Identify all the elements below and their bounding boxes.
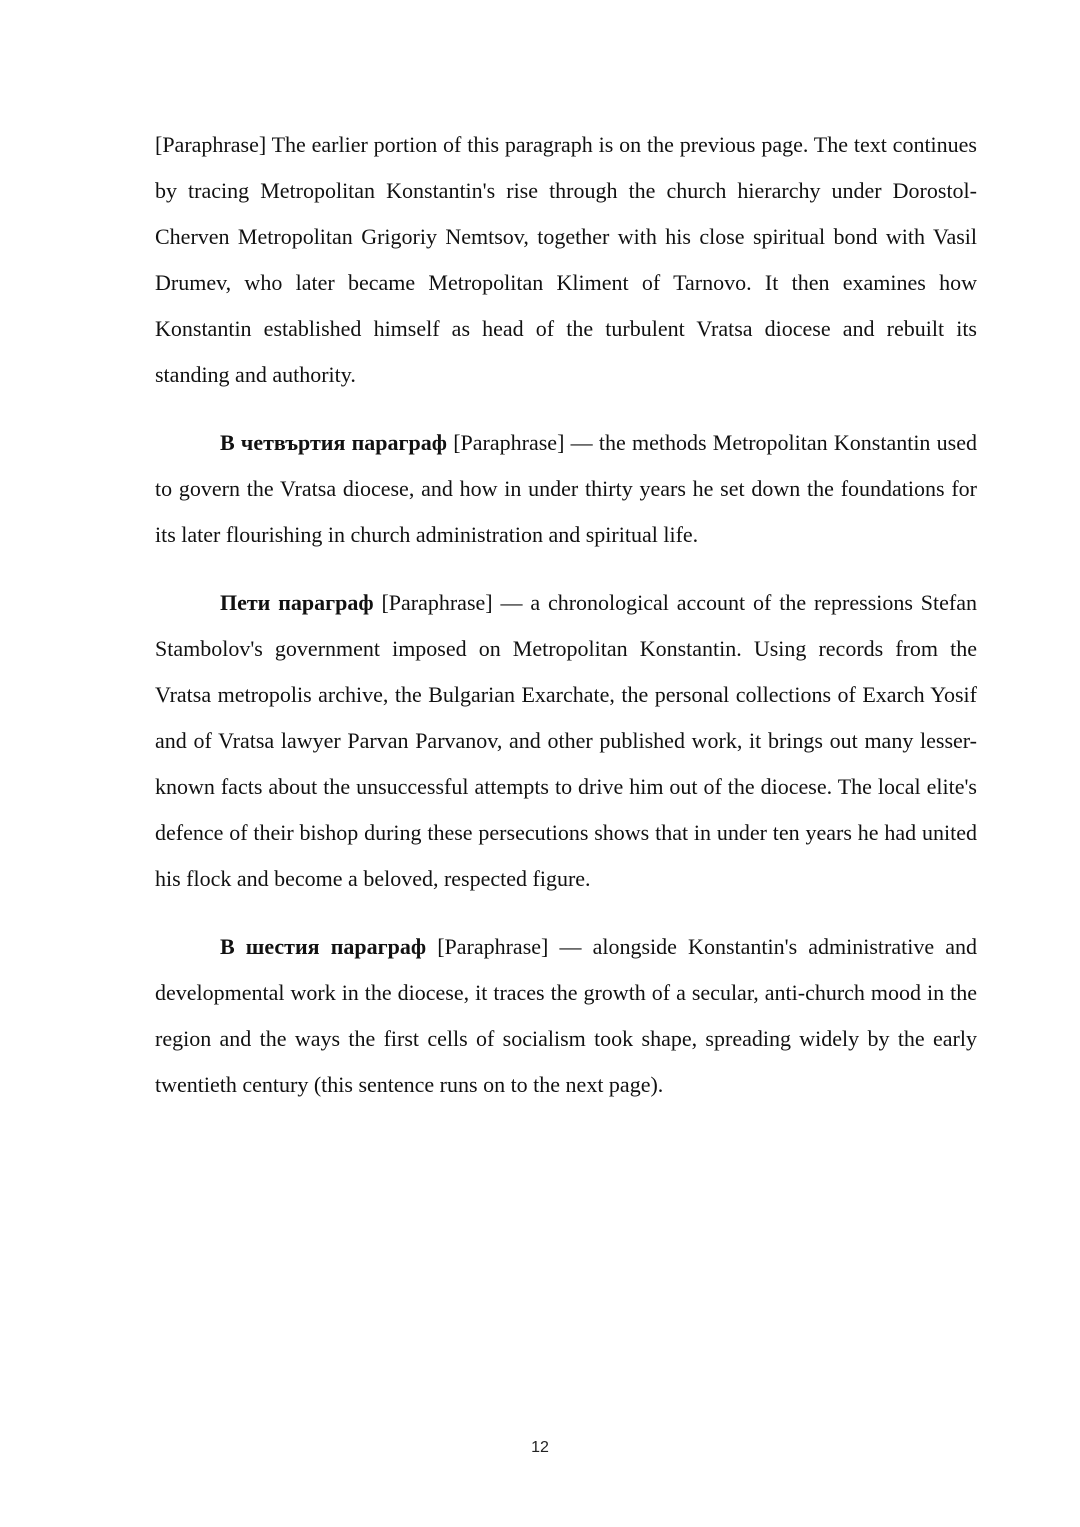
paragraph-2 [155,420,977,558]
document-page [155,122,977,1130]
paragraph-4-label: В шестия параграф [220,934,427,959]
paragraph-3 [155,580,977,902]
page-number: 12 [531,1439,549,1456]
paragraph-1-text: [Paraphrase] The earlier portion of this paragraph is on the previous page. The text continues by tracing Metropolitan Konstantin's rise through the church hierarchy under Dorostol-Cherven Metropolitan Grigoriy Nemtsov, together with his close spiritual bond with Vasil Drumev, who later became Metropolitan Kliment of Tarnovo. It then examines how Konstantin established himself as head of the turbulent Vratsa diocese and rebuilt its standing and authority. [155,132,977,387]
paragraph-3-label: Пети параграф [220,590,374,615]
paragraph-1 [155,122,977,398]
paragraph-3-text: [Paraphrase] — a chronological account of the repressions Stefan Stambolov's government imposed on Metropolitan Konstantin. Using records from the Vratsa metropolis archive, the Bulgarian Exarchate, the personal collections of Exarch Yosif and of Vratsa lawyer Parvan Parvanov, and other published work, it brings out many lesser-known facts about the unsuccessful attempts to drive him out of the diocese. The local elite's defence of their bishop during these persecutions shows that in under ten years he had united his flock and become a beloved, respected figure. [155,590,977,891]
paragraph-4 [155,924,977,1108]
paragraph-2-label: В четвъртия параграф [220,430,447,455]
paragraph-2-text: [Paraphrase] — the methods Metropolitan Konstantin used to govern the Vratsa diocese, and how in under thirty years he set down the foundations for its later flourishing in church administration and spiritual life. [155,430,978,547]
paragraph-4-text: [Paraphrase] — alongside Konstantin's administrative and developmental work in the diocese, it traces the growth of a secular, anti-church mood in the region and the ways the first cells of socialism took shape, spreading widely by the early twentieth century (this sentence runs on to the next page). [155,934,978,1097]
